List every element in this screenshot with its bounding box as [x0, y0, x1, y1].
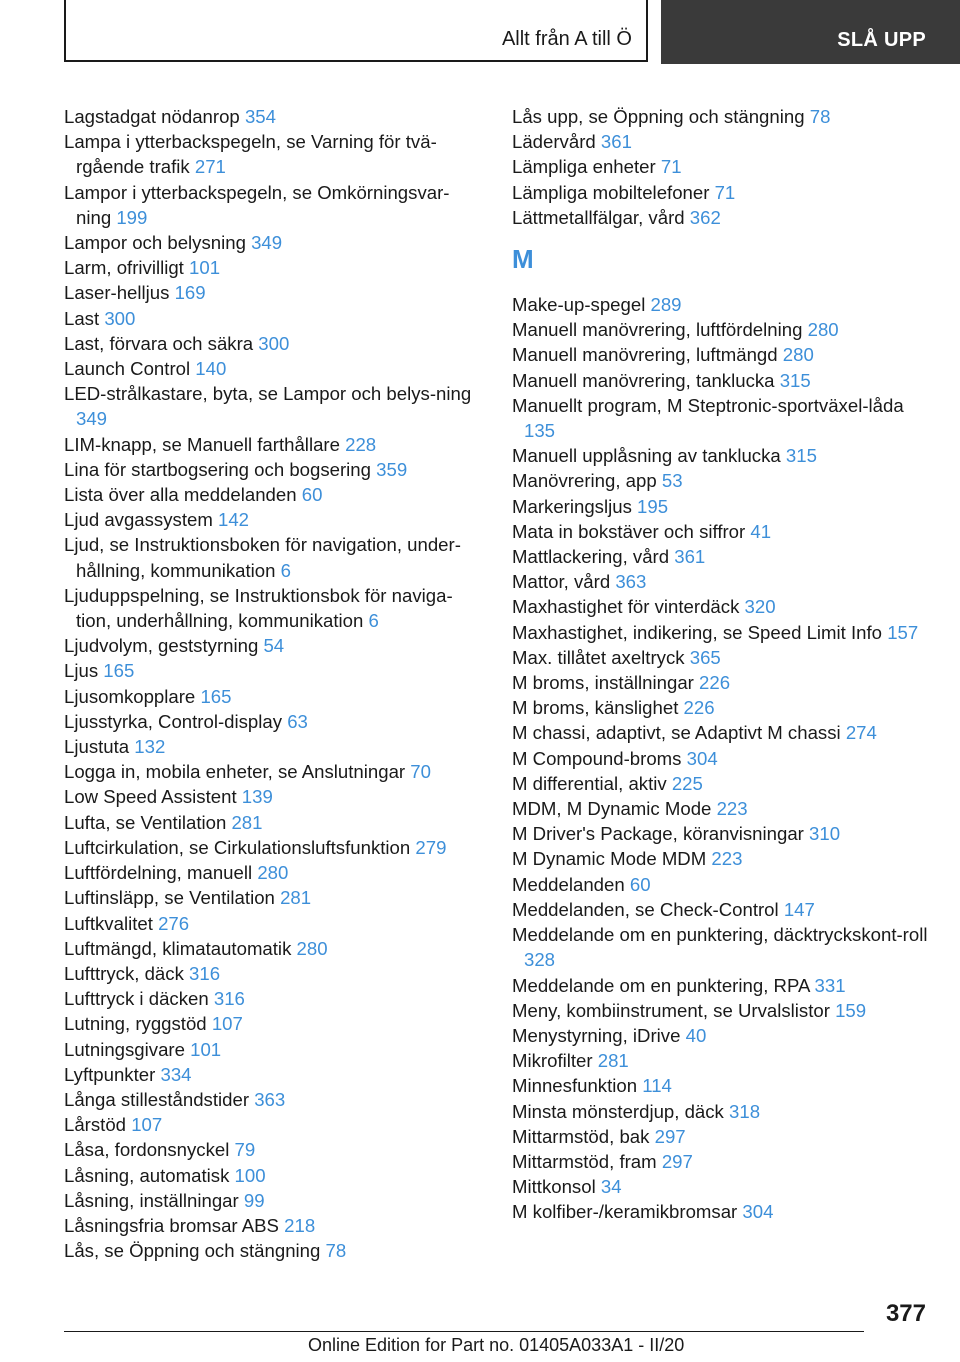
- index-entry: [512, 796, 932, 821]
- index-page-link[interactable]: 281: [231, 811, 263, 833]
- index-entry: [512, 620, 932, 645]
- index-page-link[interactable]: 100: [234, 1164, 266, 1186]
- index-page-link[interactable]: 361: [674, 546, 706, 568]
- index-page-link[interactable]: 354: [244, 106, 276, 127]
- top-navigation: [0, 0, 960, 66]
- index-entry: [64, 129, 484, 179]
- index-entry-text: M kolfiber-/keramikbromsar: [512, 1201, 738, 1223]
- index-entry: [512, 494, 932, 519]
- index-entry-text: Lyftpunkter: [64, 1063, 156, 1085]
- index-entry: [64, 1011, 484, 1036]
- index-entry-text: Meddelande om en punktering, RPA: [512, 974, 810, 996]
- index-entry: [64, 1037, 484, 1062]
- index-entry-text: Lädervård: [512, 131, 596, 153]
- index-entry: [64, 1112, 484, 1137]
- index-entry: [512, 922, 932, 972]
- index-entry-text: Mattor, vård: [512, 571, 611, 593]
- page-number: 377: [885, 1300, 926, 1327]
- index-page-link[interactable]: 71: [660, 156, 682, 178]
- index-entry-text: Luftinsläpp, se Ventilation: [64, 887, 275, 909]
- index-entry: [512, 821, 932, 846]
- index-page-link[interactable]: 300: [104, 307, 136, 329]
- index-entry-text: Lampor och belysning: [64, 232, 246, 254]
- index-page-link[interactable]: 318: [729, 1100, 761, 1122]
- index-entry: [512, 1073, 932, 1098]
- index-entry-text: Make-up-spegel: [512, 294, 646, 316]
- index-page-link[interactable]: 304: [742, 1201, 774, 1223]
- index-entry-text: Lås upp, se Öppning och stängning: [512, 106, 805, 127]
- index-page-link[interactable]: 274: [845, 722, 877, 744]
- index-entry-text: Ljud, se Instruktionsboken för navigation, under-hållning, kommunikation: [64, 534, 461, 581]
- index-entry: [512, 670, 932, 695]
- index-entry: [64, 986, 484, 1011]
- index-entry: [512, 645, 932, 670]
- index-page-link[interactable]: 101: [189, 257, 221, 279]
- index-page-link[interactable]: 107: [131, 1114, 163, 1136]
- index-page-link[interactable]: 297: [661, 1150, 693, 1172]
- index-entry: [512, 154, 932, 179]
- index-entry: [512, 746, 932, 771]
- footer-divider: [64, 1331, 864, 1332]
- section-letter-m: M: [512, 244, 534, 275]
- index-page-link[interactable]: 300: [258, 332, 290, 354]
- index-entry-text: M broms, inställningar: [512, 672, 694, 694]
- index-entry-text: Minsta mönsterdjup, däck: [512, 1100, 724, 1122]
- index-entry-text: Ljuduppspelning, se Instruktionsbok för naviga-tion, underhållning, kommunikation: [64, 584, 453, 632]
- index-entry-text: Lina för startbogsering och bogsering: [64, 458, 371, 480]
- index-entry: [512, 292, 932, 317]
- index-entry-text: Luftmängd, klimatautomatik: [64, 937, 292, 959]
- index-entry: [64, 583, 484, 633]
- index-entry: [512, 1124, 932, 1149]
- index-entry-text: Max. tillåtet axeltryck: [512, 646, 685, 668]
- index-entry-text: Mittarmstöd, fram: [512, 1150, 657, 1172]
- index-entry: [64, 1213, 484, 1238]
- index-entry-text: Ljus: [64, 660, 99, 682]
- index-entry: [64, 507, 484, 532]
- index-entry-text: Mikrofilter: [512, 1050, 593, 1072]
- index-entry-text: Ljud avgassystem: [64, 509, 213, 531]
- index-page-link[interactable]: 289: [650, 294, 682, 316]
- index-entry-text: Maxhastighet för vinterdäck: [512, 596, 740, 618]
- index-entry-text: Lättmetallfälgar, vård: [512, 206, 685, 228]
- index-entry-text: Långa stilleståndstider: [64, 1088, 250, 1110]
- index-page-link[interactable]: 271: [194, 156, 226, 178]
- index-entry: [512, 695, 932, 720]
- index-entry: [64, 633, 484, 658]
- index-entry: [512, 1023, 932, 1048]
- index-page-link[interactable]: 6: [280, 559, 291, 581]
- index-entry-text: Låsa, fordonsnyckel: [64, 1139, 230, 1161]
- index-page-link[interactable]: 165: [200, 685, 232, 707]
- tab-a-to-o-label: Allt från A till Ö: [501, 28, 632, 50]
- index-entry-text: Markeringsljus: [512, 495, 632, 517]
- index-entry-text: Luftcirkulation, se Cirkulationsluftsfunktion: [64, 836, 411, 858]
- index-entry-text: Ljusstyrka, Control-display: [64, 710, 283, 732]
- index-page-link[interactable]: 6: [368, 610, 379, 632]
- index-entry-text: Launch Control: [64, 358, 191, 380]
- tab-a-to-o[interactable]: [64, 0, 648, 62]
- index-page-link[interactable]: 195: [637, 495, 669, 517]
- index-entry-text: Last, förvara och säkra: [64, 332, 254, 354]
- index-entry: [64, 835, 484, 860]
- index-entry-text: Låsning, inställningar: [64, 1189, 239, 1211]
- index-entry-text: Mattlackering, vård: [512, 546, 670, 568]
- index-entry: [512, 205, 932, 230]
- index-entry: [512, 393, 932, 443]
- index-entry: [64, 784, 484, 809]
- index-entry: [512, 1174, 932, 1199]
- index-entry-text: Lista över alla meddelanden: [64, 484, 297, 506]
- index-entry: [64, 759, 484, 784]
- index-entry-text: Minnesfunktion: [512, 1075, 638, 1097]
- index-page-link[interactable]: 310: [809, 823, 841, 845]
- index-group-l-continued: [512, 104, 932, 230]
- index-page-link[interactable]: 226: [683, 697, 715, 719]
- index-page-link[interactable]: 280: [257, 862, 289, 884]
- index-page-link[interactable]: 135: [524, 420, 556, 442]
- index-page-link[interactable]: 142: [218, 509, 250, 531]
- index-column-right: [512, 104, 932, 1225]
- index-entry: [512, 846, 932, 871]
- index-entry-text: Lämpliga enheter: [512, 156, 656, 178]
- index-page-link[interactable]: 304: [686, 747, 718, 769]
- index-entry-text: Low Speed Assistent: [64, 786, 237, 808]
- index-entry-text: M differential, aktiv: [512, 772, 667, 794]
- index-entry-text: Låsningsfria bromsar ABS: [64, 1214, 279, 1236]
- index-entry: [64, 1188, 484, 1213]
- index-entry: [64, 482, 484, 507]
- index-page-link[interactable]: 101: [190, 1038, 222, 1060]
- index-entry-text: Lampor i ytterbackspegeln, se Omkörningsvar-ning: [64, 181, 450, 228]
- index-page-link[interactable]: 140: [195, 358, 227, 380]
- index-page-link[interactable]: 228: [345, 433, 377, 455]
- index-entry-text: Meddelanden, se Check-Control: [512, 898, 779, 920]
- index-page-link[interactable]: 363: [254, 1088, 286, 1110]
- index-page-link[interactable]: 225: [671, 772, 703, 794]
- index-entry: [512, 973, 932, 998]
- index-entry: [64, 532, 484, 582]
- index-entry: [64, 961, 484, 986]
- index-entry: [512, 594, 932, 619]
- index-column-left: [64, 104, 484, 1263]
- index-entry: [64, 230, 484, 255]
- index-page-link[interactable]: 334: [160, 1063, 192, 1085]
- index-entry-text: Lutning, ryggstöd: [64, 1013, 207, 1035]
- index-entry-text: LIM-knapp, se Manuell farthållare: [64, 433, 340, 455]
- index-entry: [64, 1137, 484, 1162]
- index-entry-text: Maxhastighet, indikering, se Speed Limit Info: [512, 621, 883, 643]
- index-entry: [512, 129, 932, 154]
- index-entry-text: Lufttryck, däck: [64, 962, 184, 984]
- index-entry: [512, 771, 932, 796]
- index-entry-text: Manuell manövrering, luftmängd: [512, 344, 778, 366]
- index-page-link[interactable]: 169: [174, 282, 206, 304]
- index-entry: [512, 317, 932, 342]
- index-page-link[interactable]: 281: [597, 1050, 629, 1072]
- index-entry-text: Manuell manövrering, luftfördelning: [512, 319, 803, 341]
- index-entry: [64, 1087, 484, 1112]
- index-entry-text: Lårstöd: [64, 1114, 127, 1136]
- index-entry: [64, 684, 484, 709]
- index-page-link[interactable]: 316: [189, 962, 221, 984]
- index-page-link[interactable]: 199: [116, 206, 148, 228]
- index-page-link[interactable]: 79: [234, 1139, 256, 1161]
- index-page-link[interactable]: 41: [750, 520, 772, 542]
- index-page-link[interactable]: 226: [699, 672, 731, 694]
- index-entry-text: Lagstadgat nödanrop: [64, 106, 240, 127]
- index-entry: [64, 658, 484, 683]
- index-entry: [64, 306, 484, 331]
- index-entry-text: Menystyrning, iDrive: [512, 1024, 681, 1046]
- index-page-link[interactable]: 60: [629, 873, 651, 895]
- index-entry-text: Låsning, automatisk: [64, 1164, 230, 1186]
- index-entry: [64, 860, 484, 885]
- index-entry-text: Manuell manövrering, tanklucka: [512, 369, 775, 391]
- index-entry: [64, 356, 484, 381]
- index-page-link[interactable]: 280: [296, 937, 328, 959]
- index-page-link[interactable]: 70: [410, 761, 431, 783]
- index-page-link[interactable]: 362: [689, 206, 721, 228]
- index-group-m: [512, 292, 932, 1225]
- index-entry-text: Luftfördelning, manuell: [64, 862, 253, 884]
- index-entry: [512, 468, 932, 493]
- index-entry: [512, 897, 932, 922]
- index-page-link[interactable]: 297: [654, 1125, 686, 1147]
- index-entry: [512, 443, 932, 468]
- index-entry-text: Mata in bokstäver och siffror: [512, 520, 746, 542]
- index-entry-text: Manuell upplåsning av tanklucka: [512, 445, 781, 467]
- index-entry-text: Lampa i ytterbackspegeln, se Varning för tvä-rgående trafik: [64, 131, 437, 178]
- tab-sla-upp[interactable]: [661, 0, 960, 64]
- index-page-link[interactable]: 147: [783, 898, 815, 920]
- index-entry: [64, 936, 484, 961]
- index-entry-text: Lutningsgivare: [64, 1038, 185, 1060]
- index-entry: [64, 381, 484, 431]
- index-page-link[interactable]: 281: [280, 887, 312, 909]
- index-page-link[interactable]: 223: [716, 798, 748, 820]
- index-entry-text: Larm, ofrivilligt: [64, 257, 184, 279]
- index-page-link[interactable]: 139: [241, 786, 273, 808]
- index-entry-text: Ljustuta: [64, 736, 130, 758]
- index-entry: [64, 810, 484, 835]
- index-entry: [64, 331, 484, 356]
- index-entry: [512, 180, 932, 205]
- index-entry: [512, 872, 932, 897]
- index-page-link[interactable]: 276: [158, 912, 190, 934]
- index-page-link[interactable]: 99: [243, 1189, 265, 1211]
- index-page-link[interactable]: 218: [284, 1214, 316, 1236]
- index-page-link[interactable]: 279: [415, 836, 447, 858]
- index-entry-text: Manövrering, app: [512, 470, 657, 492]
- index-page-link[interactable]: 363: [615, 571, 647, 593]
- index-page-link[interactable]: 328: [524, 949, 556, 971]
- index-page-link[interactable]: 361: [600, 131, 632, 153]
- index-page-link[interactable]: 71: [714, 181, 736, 203]
- index-page-link[interactable]: 223: [711, 848, 743, 870]
- index-page-link[interactable]: 60: [301, 484, 323, 506]
- index-entry: [512, 569, 932, 594]
- index-page-link[interactable]: 40: [685, 1024, 707, 1046]
- index-page-link[interactable]: 280: [807, 319, 839, 341]
- index-page-link[interactable]: 34: [600, 1176, 622, 1198]
- index-entry: [512, 1099, 932, 1124]
- index-entry: [64, 280, 484, 305]
- index-page-link[interactable]: 315: [785, 445, 817, 467]
- index-page-link[interactable]: 157: [887, 621, 919, 643]
- index-entry-text: M Dynamic Mode MDM: [512, 848, 707, 870]
- index-page-link[interactable]: 54: [263, 635, 285, 657]
- index-page-link[interactable]: 331: [814, 974, 846, 996]
- index-page-link[interactable]: 316: [213, 988, 245, 1010]
- index-page-link[interactable]: 165: [103, 660, 135, 682]
- index-entry-text: Lufttryck i däcken: [64, 988, 209, 1010]
- index-entry: [512, 1149, 932, 1174]
- index-page-link[interactable]: 359: [376, 458, 408, 480]
- index-entry-text: Lufta, se Ventilation: [64, 811, 227, 833]
- index-page-link[interactable]: 315: [779, 369, 811, 391]
- index-entry-text: MDM, M Dynamic Mode: [512, 798, 712, 820]
- index-entry: [512, 368, 932, 393]
- index-page-link[interactable]: 63: [287, 710, 308, 732]
- index-entry: [64, 180, 484, 230]
- index-entry: [64, 1163, 484, 1188]
- index-page-link[interactable]: 114: [642, 1075, 672, 1097]
- index-entry-text: Meny, kombiinstrument, se Urvalslistor: [512, 999, 830, 1021]
- index-entry: [64, 709, 484, 734]
- index-entry-text: Meddelande om en punktering, däcktryckskont-roll: [512, 924, 928, 946]
- index-entry: [512, 519, 932, 544]
- index-page-link[interactable]: 349: [76, 408, 108, 430]
- index-entry-text: Mittkonsol: [512, 1176, 596, 1198]
- index-entry-text: Ljudvolym, geststyrning: [64, 635, 259, 657]
- index-entry: [64, 432, 484, 457]
- index-page-link[interactable]: 320: [744, 596, 776, 618]
- index-entry: [512, 342, 932, 367]
- index-entry-text: M Driver's Package, köranvisningar: [512, 823, 804, 845]
- index-page-link[interactable]: 78: [325, 1240, 347, 1262]
- index-page-link[interactable]: 107: [211, 1013, 243, 1035]
- index-entry-text: Mittarmstöd, bak: [512, 1125, 650, 1147]
- index-entry: [64, 1062, 484, 1087]
- index-entry-text: Luftkvalitet: [64, 912, 153, 934]
- index-entry-text: LED-strålkastare, byta, se Lampor och belys-ning: [64, 383, 472, 405]
- index-entry-text: Laser-helljus: [64, 282, 170, 304]
- index-entry-text: Manuellt program, M Steptronic-sportväxel-låda: [512, 394, 904, 416]
- index-entry: [64, 104, 484, 129]
- index-entry: [512, 720, 932, 745]
- index-entry: [64, 734, 484, 759]
- index-entry: [64, 1238, 484, 1263]
- index-entry-text: Lämpliga mobiltelefoner: [512, 181, 710, 203]
- index-entry: [512, 1199, 932, 1224]
- footer-edition: Online Edition for Part no. 01405A033A1 - II/20: [308, 1335, 685, 1355]
- index-entry: [64, 885, 484, 910]
- index-entry-text: M chassi, adaptivt, se Adaptivt M chassi: [512, 722, 841, 744]
- index-page-link[interactable]: 159: [835, 999, 867, 1021]
- index-page-link[interactable]: 53: [661, 470, 683, 492]
- index-page-link[interactable]: 132: [134, 736, 166, 758]
- index-entry: [64, 457, 484, 482]
- index-page-link[interactable]: 78: [809, 106, 831, 127]
- index-entry: [64, 911, 484, 936]
- index-page-link[interactable]: 365: [689, 646, 721, 668]
- tab-sla-upp-label: SLÅ UPP: [837, 29, 926, 51]
- index-page-link[interactable]: 349: [251, 232, 283, 254]
- index-entry: [512, 1048, 932, 1073]
- index-entry: [64, 255, 484, 280]
- index-page-link[interactable]: 280: [782, 344, 814, 366]
- index-entry-text: Meddelanden: [512, 873, 625, 895]
- index-entry: [512, 104, 932, 129]
- index-entry-text: Last: [64, 307, 100, 329]
- index-entry-text: M Compound-broms: [512, 747, 682, 769]
- index-entry: [512, 998, 932, 1023]
- index-entry-text: M broms, känslighet: [512, 697, 679, 719]
- index-entry-text: Lås, se Öppning och stängning: [64, 1240, 321, 1262]
- index-entry: [512, 544, 932, 569]
- index-entry-text: Logga in, mobila enheter, se Anslutningar: [64, 761, 406, 783]
- index-entry-text: Ljusomkopplare: [64, 685, 196, 707]
